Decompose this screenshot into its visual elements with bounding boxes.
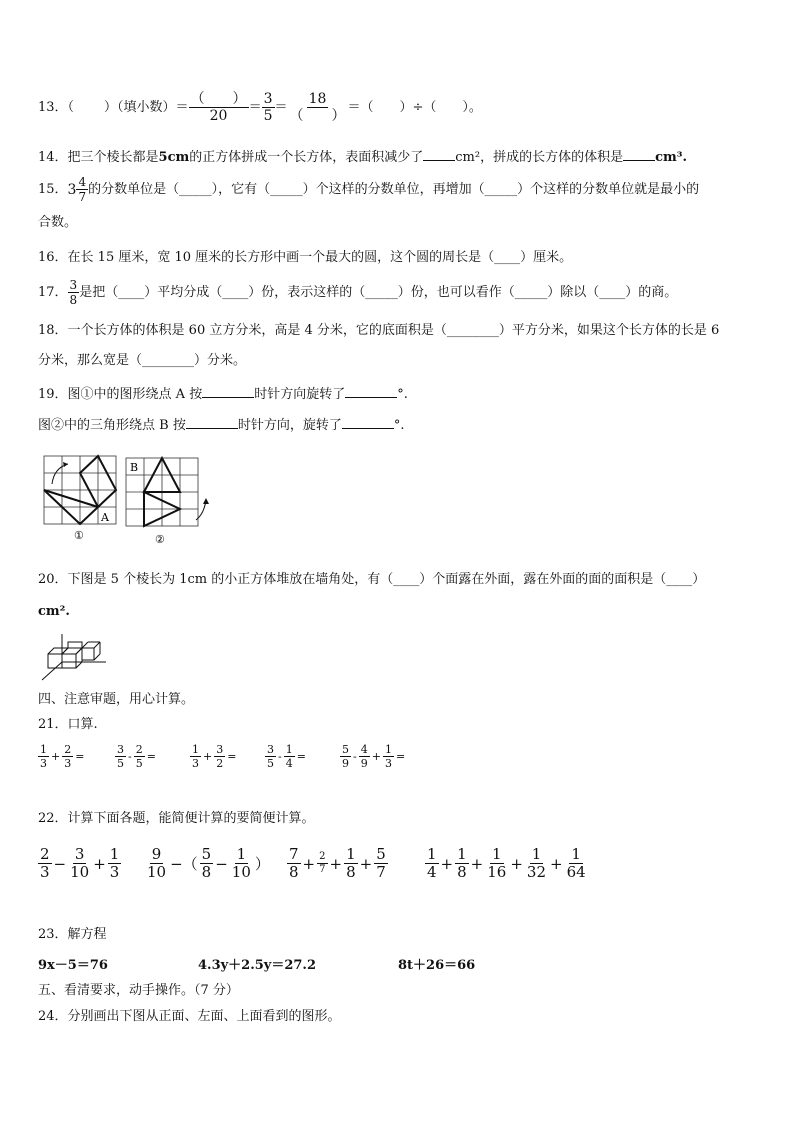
point-a-label: A	[101, 511, 109, 524]
q22-e4-c: $\frac{1}{16}$	[487, 845, 507, 881]
question-18: 18．一个长方体的体积是 60 立方分米，高是 4 分米，它的底面积是（________）平方分米，如果这个长方体的长是 6	[38, 323, 720, 338]
q19-blank-4[interactable]	[342, 414, 394, 429]
question-21: 21．口算.	[38, 717, 98, 732]
q22-e4-d: $\frac{1}{32}$	[526, 845, 547, 881]
q14-blank-2[interactable]	[623, 146, 655, 161]
q13-fraction-3: $\frac{18}{( )}$	[289, 91, 346, 124]
q21-fraction: $\frac{4}{9}$	[360, 743, 368, 770]
rotation-figures	[38, 452, 218, 552]
question-16: 16．在长 15 厘米，宽 10 厘米的长方形中画一个最大的圆，这个圆的周长是（____）厘米。	[38, 250, 573, 265]
q22-e3-a: $\frac{7}{8}$	[289, 845, 299, 881]
q19-blank-2[interactable]	[345, 383, 397, 398]
q19-blank-1[interactable]	[202, 383, 254, 398]
cube-stack-figure	[38, 632, 118, 684]
question-17	[38, 279, 677, 306]
figure-1-label: ①	[74, 529, 84, 542]
question-15-line-2: 合数。	[38, 215, 78, 230]
q19-line1-a: 19．图①中的图形绕点 A 按	[38, 387, 203, 402]
arrow-head-1	[63, 462, 68, 467]
q13-hint: ）（填小数）＝	[104, 99, 189, 115]
q21-operator: -	[128, 750, 132, 763]
q21-fraction: $\frac{1}{3}$	[40, 743, 47, 770]
q21-operator: +	[51, 750, 61, 763]
q21-item	[38, 744, 86, 769]
q13-fraction-2: $\frac{3}{5}$	[263, 91, 273, 124]
q22-e3-c: $\frac{1}{8}$	[346, 845, 356, 881]
q14-edge-length: 5cm	[158, 150, 190, 165]
q22-e1-a: $\frac{2}{3}$	[40, 845, 50, 881]
q15-whole: 3	[67, 181, 77, 198]
q19-line2-b: 时针方向，旋转了	[237, 418, 342, 433]
q21-item	[115, 744, 158, 769]
q21-fraction: $\frac{1}{4}$	[285, 743, 293, 770]
section-5-heading: 五、看清要求，动手操作。（7 分）	[38, 983, 239, 998]
figure-2-label: ②	[155, 533, 165, 546]
question-23: 23．解方程	[38, 927, 107, 942]
q14-text-d: cm³.	[655, 150, 687, 165]
question-22: 22．计算下面各题，能简便计算的要简便计算。	[38, 811, 315, 826]
q15-text: 的分数单位是（_____），它有（_____）个这样的分数单位，再增加（_____）个这样的分数单位就是最小的	[88, 181, 700, 197]
q22-e4-e: $\frac{1}{64}$	[566, 845, 586, 881]
q21-fraction: $\frac{3}{5}$	[267, 743, 274, 770]
q21-item	[340, 744, 407, 769]
q15-prefix: 15．	[38, 181, 68, 197]
q21-operator: -	[353, 750, 357, 763]
q21-fraction: $\frac{3}{2}$	[216, 743, 224, 770]
q21-operator: =	[146, 750, 156, 763]
q22-e2-b: $\frac{5}{8}$	[201, 845, 212, 881]
q22-expr-4: $\frac{1}{4}$ + $\frac{1}{8}$ + $\frac{1}{16}$ + $\frac{1}{32}$ + $\frac{1}{64}$	[427, 845, 586, 881]
q19-blank-3[interactable]	[186, 414, 238, 429]
q13-equals-2: ＝	[274, 99, 288, 115]
q22-expr-2: $\frac{9}{10}$ −（ $\frac{5}{8}$ − $\frac{1}{10}$ ）	[147, 845, 270, 881]
q23-equation-2: 4.3y＋2.5y＝27.2	[198, 958, 317, 973]
question-19	[38, 383, 408, 404]
q21-operator: -	[278, 750, 282, 763]
q19-line2-a: 图②中的三角形绕点 B 按	[38, 418, 186, 433]
question-19-line-2	[38, 414, 404, 435]
q17-fraction: $\frac{3}{8}$	[69, 278, 78, 307]
q14-text-b: 的正方体拼成一个长方体，表面积减少了	[189, 150, 424, 165]
q19-line1-b: 时针方向旋转了	[254, 387, 346, 402]
q17-text: 是把（____）平均分成（____）份，表示这样的（_____）份，也可以看作（_____）除以（____）的商。	[79, 284, 678, 300]
q21-operator: =	[395, 750, 406, 763]
q22-e2-a: $\frac{9}{10}$	[147, 845, 167, 881]
q21-fraction: $\frac{1}{3}$	[384, 743, 392, 770]
q21-item	[265, 744, 308, 769]
q23-equation-3: 8t＋26＝66	[398, 958, 476, 973]
q22-e1-c: $\frac{1}{3}$	[109, 845, 120, 881]
q21-operator: =	[296, 750, 306, 763]
q21-fraction: $\frac{5}{9}$	[342, 743, 349, 770]
q22-e3-d: $\frac{5}{7}$	[376, 845, 386, 881]
q22-e4-a: $\frac{1}{4}$	[427, 845, 437, 881]
question-15	[38, 176, 699, 203]
q13-tail: ＝（ ）÷（ ）。	[347, 99, 482, 115]
section-4-heading: 四、注意审题，用心计算。	[38, 692, 195, 707]
question-18-line-2: 分米，那么宽是（________）分米。	[38, 353, 247, 368]
q17-prefix: 17．	[38, 284, 68, 300]
q21-fraction: $\frac{2}{5}$	[135, 743, 143, 770]
q22-expr-1: $\frac{2}{3}$ − $\frac{3}{10}$ + $\frac{1}{3}$	[40, 845, 120, 881]
q21-operator: =	[75, 750, 85, 763]
question-20: 20．下图是 5 个棱长为 1cm 的小正方体堆放在墙角处，有（____）个面露在外面，露在外面的面的面积是（____）	[38, 572, 706, 587]
q14-text-a: 14．把三个棱长都是	[38, 150, 159, 165]
q22-e1-b: $\frac{3}{10}$	[70, 845, 90, 881]
q21-operator: +	[203, 750, 213, 763]
q13-prefix: 13．（	[38, 99, 75, 115]
q15-fraction: $\frac{4}{7}$	[78, 175, 87, 204]
question-20-line-2: cm².	[38, 604, 70, 619]
question-24: 24．分别画出下图从正面、左面、上面看到的图形。	[38, 1009, 341, 1024]
q21-fraction: $\frac{3}{5}$	[117, 743, 124, 770]
q22-expr-3: $\frac{7}{8}$ + $\frac{2}{7}$ + $\frac{1}{8}$ + $\frac{5}{7}$	[289, 845, 386, 881]
q14-text-c: cm²，拼成的长方体的体积是	[455, 150, 624, 165]
q22-e2-c: $\frac{1}{10}$	[231, 845, 251, 881]
question-13	[38, 92, 482, 123]
point-b-label: B	[130, 461, 139, 474]
q19-line1-c: °.	[397, 387, 408, 402]
q19-line2-c: °.	[393, 418, 405, 433]
q23-equation-1: 9x－5＝76	[38, 958, 108, 973]
q14-blank-1[interactable]	[423, 146, 455, 161]
q21-fraction: $\frac{1}{3}$	[192, 743, 199, 770]
question-14	[38, 146, 687, 167]
q21-operator: +	[371, 750, 381, 763]
arrow-head-2	[203, 498, 209, 504]
q22-e4-b: $\frac{1}{8}$	[457, 845, 467, 881]
q21-operator: =	[227, 750, 237, 763]
q21-fraction: $\frac{2}{3}$	[64, 743, 72, 770]
q13-equals: ＝	[248, 99, 262, 115]
q13-fraction-1: $\frac{( )}{20}$	[190, 91, 247, 124]
rotation-arrow-1	[52, 464, 68, 484]
q21-item	[190, 744, 238, 769]
q22-e3-b: $\frac{2}{7}$	[319, 851, 326, 875]
